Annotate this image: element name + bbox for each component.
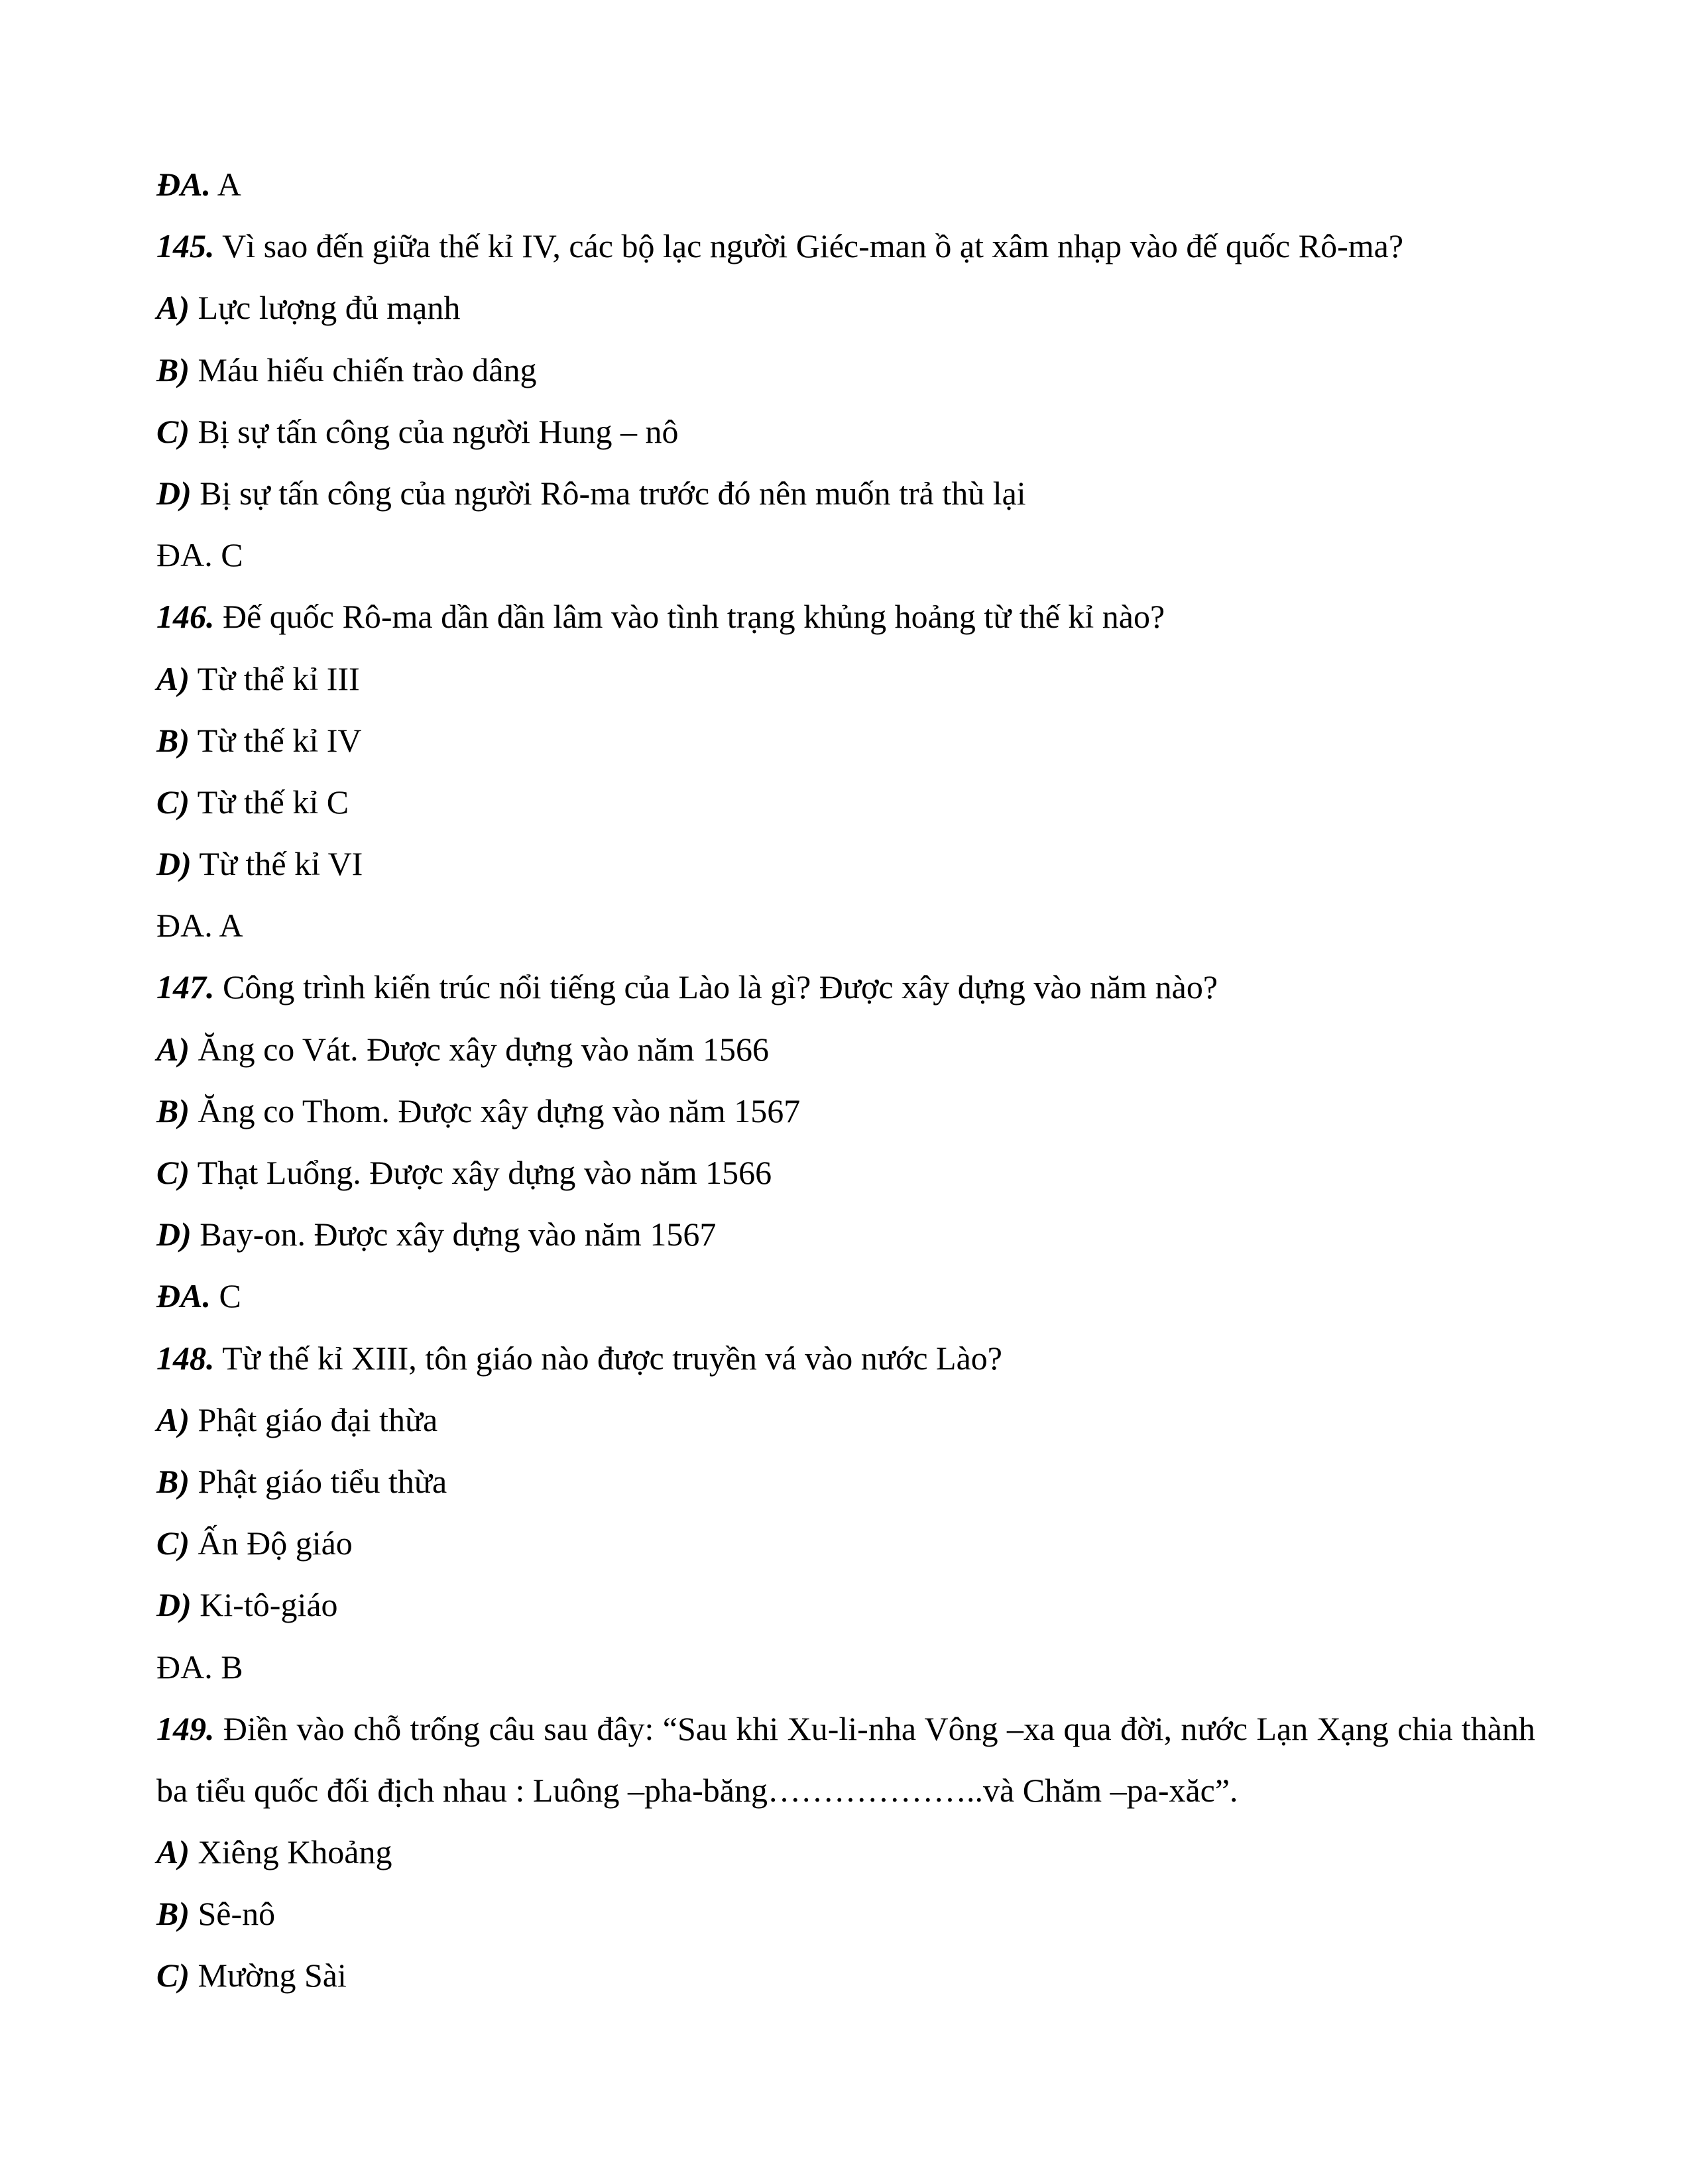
answer-line <box>156 154 1535 215</box>
option-line <box>156 710 1535 772</box>
option-text: Phật giáo tiểu thừa <box>190 1462 447 1500</box>
option-label: A) <box>156 1401 190 1438</box>
question-line <box>156 1328 1535 1389</box>
option-text: Lực lượng đủ mạnh <box>190 289 461 327</box>
option-text: Sê-nô <box>190 1895 276 1933</box>
option-text: Từ thế kỉ C <box>190 783 349 821</box>
option-text: Ăng co Thom. Được xây dựng vào năm 1567 <box>190 1092 801 1129</box>
option-text: Máu hiếu chiến trào dâng <box>190 351 537 388</box>
question-line <box>156 586 1535 648</box>
question-number: 146. <box>156 598 215 636</box>
option-line <box>156 1883 1535 1945</box>
option-label: A) <box>156 660 190 697</box>
question-text: Đế quốc Rô-ma dần dần lâm vào tình trạng khủng hoảng từ thế kỉ nào? <box>214 598 1165 636</box>
option-line <box>156 833 1535 895</box>
option-label: A) <box>156 1030 190 1068</box>
option-text: Bị sự tấn công của người Hung – nô <box>190 412 679 450</box>
question-number: 149. <box>156 1709 215 1747</box>
option-line <box>156 277 1535 339</box>
option-label: C) <box>156 1957 190 1994</box>
option-label: C) <box>156 1154 190 1191</box>
option-line <box>156 1574 1535 1636</box>
option-text: Ki-tô-giáo <box>191 1586 338 1624</box>
question-line <box>156 956 1535 1018</box>
option-line <box>156 772 1535 833</box>
question-number: 145. <box>156 227 215 265</box>
document-page <box>156 154 1535 2007</box>
option-line <box>156 1451 1535 1513</box>
option-line <box>156 1513 1535 1574</box>
option-text: Ăng co Vát. Được xây dựng vào năm 1566 <box>190 1030 769 1068</box>
question-line <box>156 1698 1535 1821</box>
option-label: A) <box>156 289 190 327</box>
answer-line <box>156 1265 1535 1327</box>
answer-line <box>156 524 1535 586</box>
option-line <box>156 1019 1535 1080</box>
question-number: 147. <box>156 968 215 1006</box>
question-line <box>156 215 1535 277</box>
question-text: Điền vào chỗ trống câu sau đây: “Sau khi Xu-li-nha Vông –xa qua đời, nước Lạn Xạng chia thành ba tiểu quốc đối địch nhau : Luông –pha-băng………………..và Chăm –pa-xăc”. <box>156 1709 1535 1809</box>
answer-label: ĐA. <box>156 166 211 203</box>
option-label: D) <box>156 474 192 512</box>
option-text: Ấn Độ giáo <box>190 1524 353 1562</box>
option-text: Bay-on. Được xây dựng vào năm 1567 <box>191 1216 717 1253</box>
option-text: Bị sự tấn công của người Rô-ma trước đó nên muốn trả thù lại <box>191 474 1026 512</box>
option-label: B) <box>156 721 190 759</box>
question-text: Từ thế kỉ XIII, tôn giáo nào được truyền vá vào nước Lào? <box>214 1339 1002 1377</box>
option-line <box>156 1821 1535 1883</box>
option-label: B) <box>156 1092 190 1129</box>
option-label: B) <box>156 1895 190 1933</box>
option-text: Xiêng Khoảng <box>190 1833 392 1871</box>
option-line <box>156 463 1535 524</box>
option-line <box>156 1204 1535 1265</box>
option-text: Từ thể kỉ III <box>190 660 360 697</box>
option-label: D) <box>156 1586 192 1624</box>
option-line <box>156 1080 1535 1142</box>
option-line <box>156 1389 1535 1451</box>
option-label: B) <box>156 351 190 388</box>
answer-text: ĐA. C <box>156 536 243 574</box>
question-number: 148. <box>156 1339 215 1377</box>
question-text: Vì sao đến giữa thế kỉ IV, các bộ lạc người Giéc-man ồ ạt xâm nhạp vào đế quốc Rô-ma? <box>214 227 1404 265</box>
answer-line <box>156 1637 1535 1698</box>
option-label: D) <box>156 1216 192 1253</box>
answer-label: ĐA. <box>156 1277 211 1315</box>
option-line <box>156 648 1535 710</box>
option-label: B) <box>156 1462 190 1500</box>
answer-text: C <box>210 1277 241 1315</box>
option-label: C) <box>156 783 190 821</box>
answer-text: ĐA. B <box>156 1648 243 1686</box>
option-text: Phật giáo đại thừa <box>190 1401 438 1438</box>
option-line <box>156 339 1535 401</box>
answer-text: ĐA. A <box>156 907 243 945</box>
option-line <box>156 1142 1535 1204</box>
answer-text: A <box>210 166 241 203</box>
option-label: C) <box>156 412 190 450</box>
question-text: Công trình kiến trúc nổi tiếng của Lào là gì? Được xây dựng vào năm nào? <box>214 968 1218 1006</box>
option-line <box>156 401 1535 463</box>
option-text: Từ thế kỉ IV <box>190 721 362 759</box>
option-text: Mường Sài <box>190 1957 347 1994</box>
option-text: Thạt Luổng. Được xây dựng vào năm 1566 <box>190 1154 772 1191</box>
option-label: C) <box>156 1524 190 1562</box>
option-label: D) <box>156 845 192 883</box>
option-line <box>156 1945 1535 2006</box>
option-text: Từ thế kỉ VI <box>191 845 363 883</box>
option-label: A) <box>156 1833 190 1871</box>
answer-line <box>156 895 1535 956</box>
